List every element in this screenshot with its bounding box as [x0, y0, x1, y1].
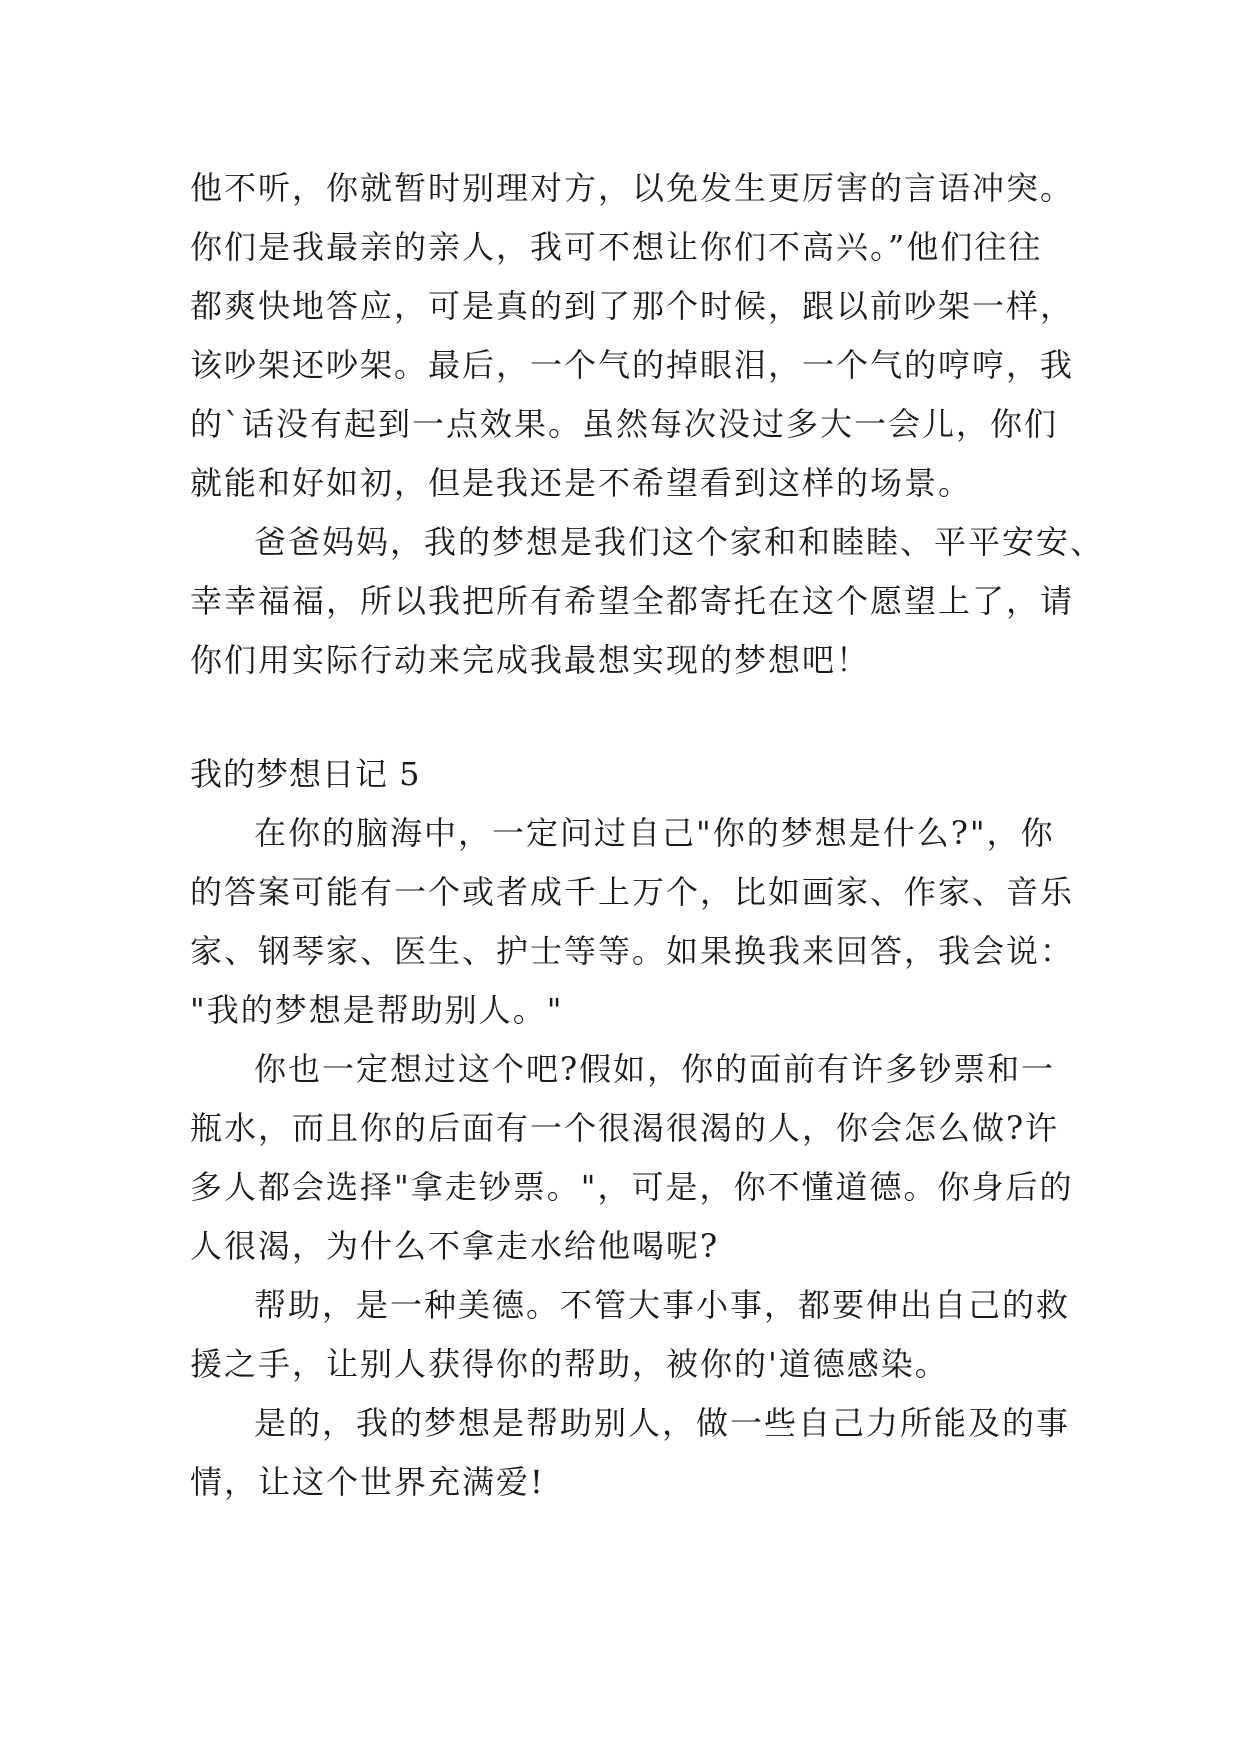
paragraph-line: 你也一定想过这个吧?假如，你的面前有许多钞票和一	[254, 1050, 1056, 1088]
paragraph-line: 该吵架还吵架。最后，一个气的掉眼泪，一个气的哼哼，我	[190, 346, 1075, 384]
paragraph-line: 帮助，是一种美德。不管大事小事，都要伸出自己的救	[254, 1286, 1071, 1324]
paragraph-line: 爸爸妈妈，我的梦想是我们这个家和和睦睦、平平安安、	[254, 523, 1105, 561]
paragraph-line: 在你的脑海中，一定问过自己"你的梦想是什么?"，你	[254, 814, 1055, 852]
paragraph-line: 你们用实际行动来完成我最想实现的梦想吧！	[190, 641, 871, 679]
paragraph-line: 家、钢琴家、医生、护士等等。如果换我来回答，我会说：	[190, 932, 1075, 970]
paragraph-line: 的答案可能有一个或者成千上万个，比如画家、作家、音乐	[190, 873, 1075, 911]
paragraph-line: "我的梦想是帮助别人。"	[190, 991, 564, 1029]
paragraph-line: 幸幸福福，所以我把所有希望全都寄托在这个愿望上了，请	[190, 582, 1075, 620]
paragraph-line: 你们是我最亲的亲人，我可不想让你们不高兴。”他们往往	[190, 228, 1043, 266]
paragraph-line: 援之手，让别人获得你的帮助，被你的'道德感染。	[190, 1345, 949, 1383]
paragraph-line: 是的，我的梦想是帮助别人，做一些自己力所能及的事	[254, 1404, 1071, 1442]
paragraph-line: 情，让这个世界充满爱!	[190, 1463, 545, 1501]
paragraph-line: 都爽快地答应，可是真的到了那个时候，跟以前吵架一样，	[190, 287, 1075, 325]
paragraph-line: 多人都会选择"拿走钞票。"，可是，你不懂道德。你身后的	[190, 1168, 1074, 1206]
paragraph-line: 他不听，你就暂时别理对方，以免发生更厉害的言语冲突。	[190, 169, 1075, 207]
section-title: 我的梦想日记 5	[190, 755, 421, 793]
paragraph-line: 瓶水，而且你的后面有一个很渴很渴的人，你会怎么做?许	[190, 1109, 1060, 1147]
paragraph-line: 就能和好如初，但是我还是不希望看到这样的场景。	[190, 464, 973, 502]
paragraph-line: 人很渴，为什么不拿走水给他喝呢?	[190, 1227, 720, 1265]
paragraph-line: 的`话没有起到一点效果。虽然每次没过多大一会儿，你们	[190, 405, 1059, 443]
